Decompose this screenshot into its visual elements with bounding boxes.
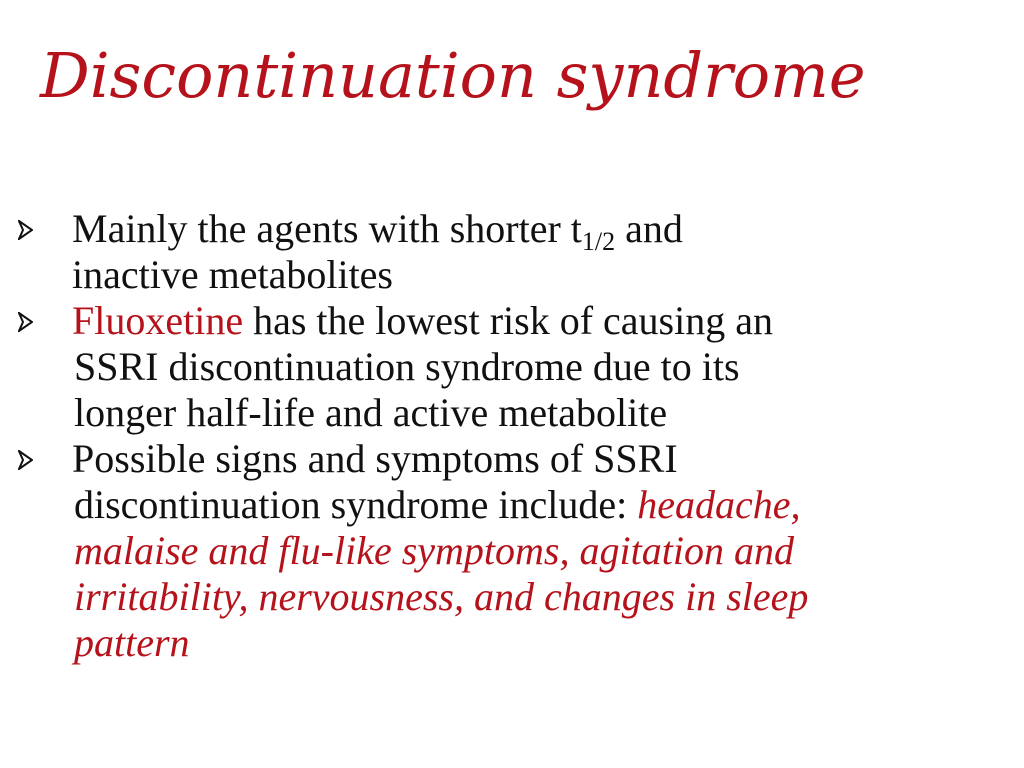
bullet-text: Mainly the agents with shorter t	[72, 206, 582, 251]
slide-title: Discontinuation syndrome	[40, 39, 866, 112]
symptom-line: pattern	[74, 620, 190, 665]
bullet-text: discontinuation syndrome include:	[74, 482, 638, 527]
bullet-text: and	[615, 206, 683, 251]
arrowhead-bullet-icon	[18, 312, 33, 332]
bullet-line: inactive metabolites	[72, 252, 393, 297]
bullet-line: Possible signs and symptoms of SSRI	[72, 436, 678, 481]
bullet-line: SSRI discontinuation syndrome due to its	[74, 344, 740, 389]
bullet-line	[72, 482, 1022, 528]
bullet-item	[14, 298, 1022, 436]
bullet-list	[14, 206, 1022, 666]
symptom-line: malaise and flu-like symptoms, agitation and	[74, 528, 794, 573]
drug-name-highlight: Fluoxetine	[72, 298, 244, 343]
bullet-line	[72, 206, 1022, 256]
arrowhead-bullet-icon	[18, 220, 33, 240]
bullet-item	[14, 436, 1022, 666]
bullet-item	[14, 206, 1022, 298]
bullet-line	[72, 298, 1022, 344]
bullet-line: longer half-life and active metabolite	[74, 390, 668, 435]
bullet-text: has the lowest risk of causing an	[243, 298, 773, 343]
half-life-subscript: 1/2	[581, 227, 616, 256]
symptom-line: irritability, nervousness, and changes in sleep	[74, 574, 809, 619]
symptom-text: headache,	[637, 482, 801, 527]
arrowhead-bullet-icon	[18, 450, 33, 470]
